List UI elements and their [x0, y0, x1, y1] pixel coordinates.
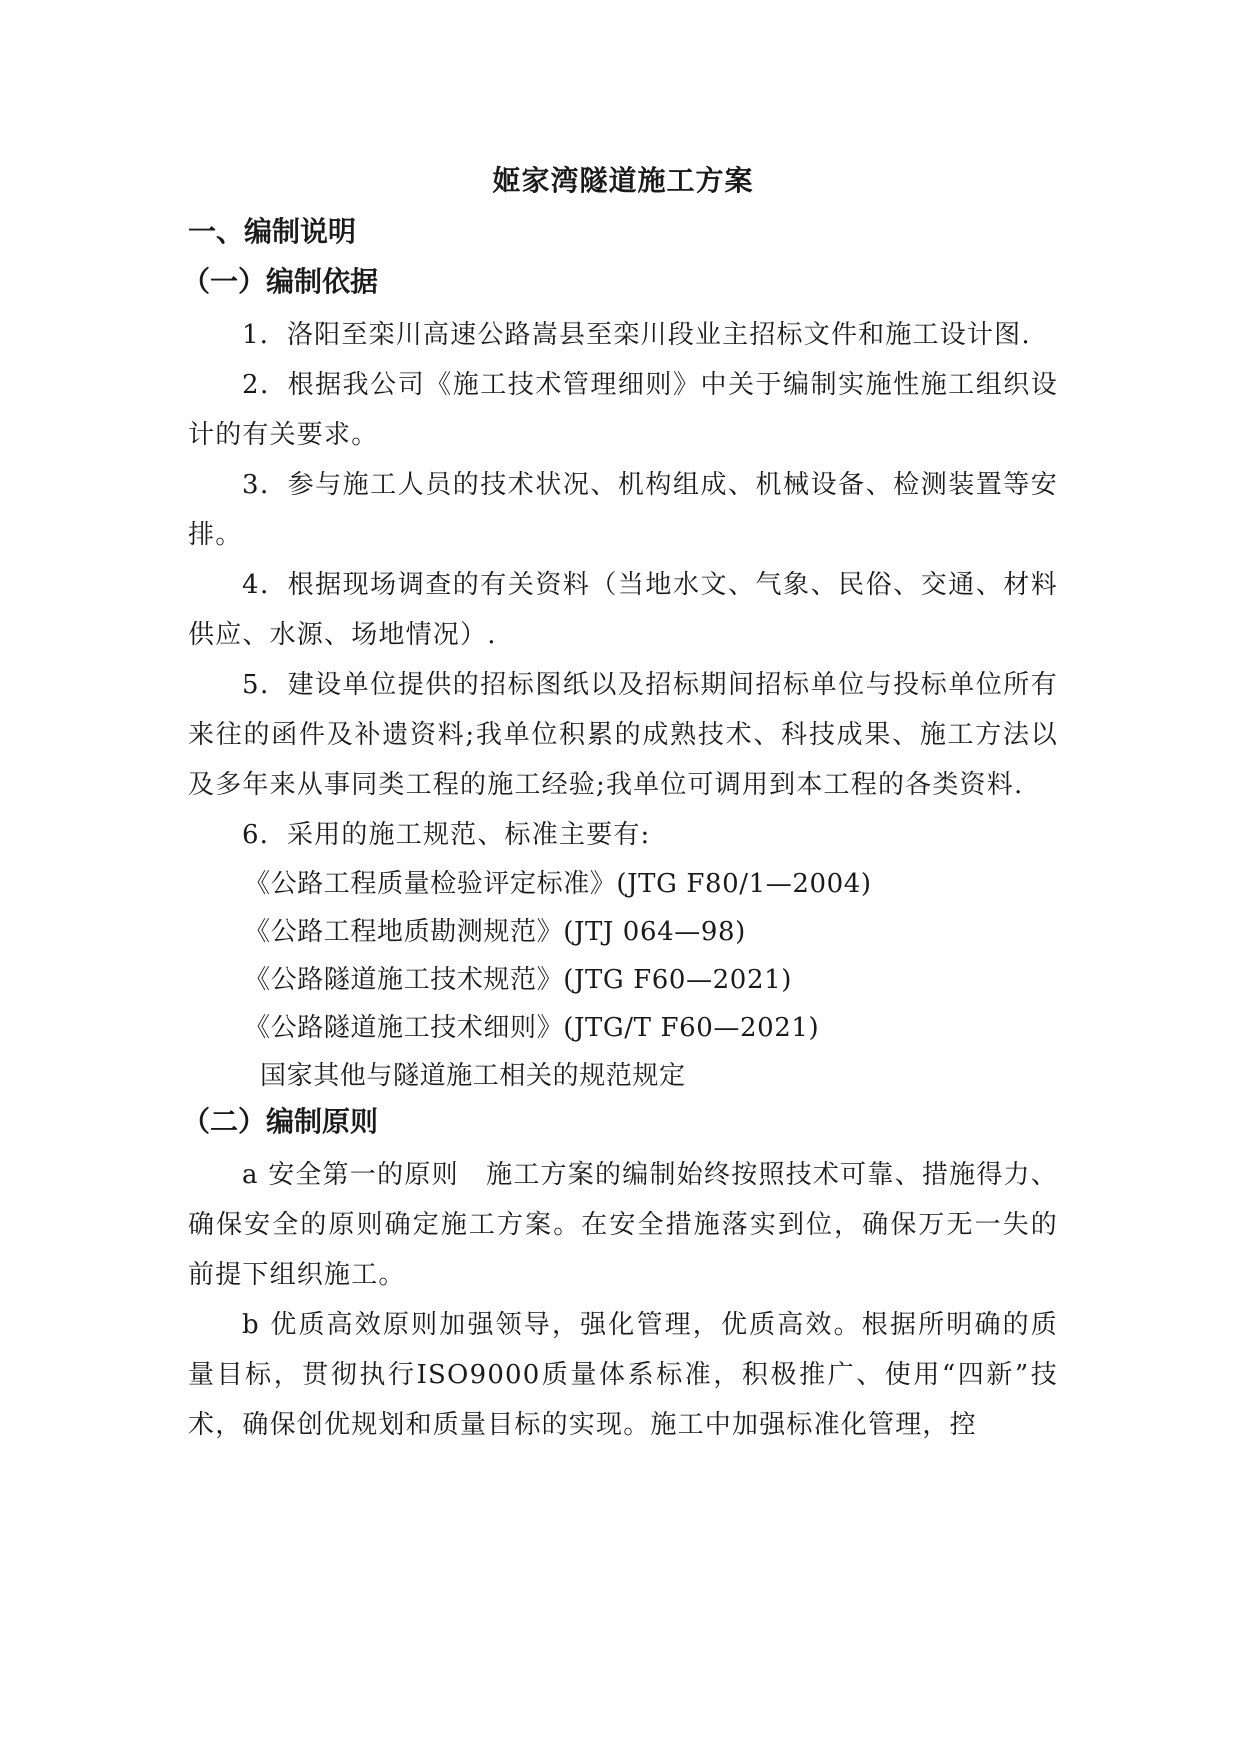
- section-heading-compilation: 一、编制说明: [188, 215, 357, 248]
- principle-item-b: b 优质高效原则加强领导，强化管理，优质高效。根据所明确的质量目标，贯彻执行ISO9000质量体系标准，积极推广、使用“四新”技术，确保创优规划和质量目标的实现。施工中加强标准化管理，控: [188, 1310, 1058, 1440]
- basis-item-5: 5．建设单位提供的招标图纸以及招标期间招标单位与投标单位所有来往的函件及补遗资料;我单位积累的成熟技术、科技成果、施工方法以及多年来从事同类工程的施工经验;我单位可调用到本工程的各类资料.: [188, 670, 1058, 800]
- subsection-heading-principles: （二）编制原则: [182, 1105, 379, 1138]
- document-page: [182, 160, 1058, 1450]
- subsection-heading-basis: （一）编制依据: [182, 265, 379, 298]
- basis-item-3: 3．参与施工人员的技术状况、机构组成、机械设备、检测装置等安排。: [188, 470, 1058, 550]
- basis-item-1: 1．洛阳至栾川高速公路嵩县至栾川段业主招标文件和施工设计图.: [242, 320, 1031, 350]
- standard-item: 《公路工程地质勘测规范》(JTJ 064—98): [244, 917, 746, 947]
- standard-item: 《公路隧道施工技术规范》(JTG F60—2021): [244, 965, 792, 995]
- basis-item-4: 4．根据现场调查的有关资料（当地水文、气象、民俗、交通、材料供应、水源、场地情况）.: [188, 570, 1058, 650]
- basis-item-2: 2．根据我公司《施工技术管理细则》中关于编制实施性施工组织设计的有关要求。: [188, 370, 1058, 450]
- standard-item: 《公路隧道施工技术细则》(JTG/T F60—2021): [244, 1013, 820, 1043]
- basis-item-6: 6．采用的施工规范、标准主要有:: [242, 820, 651, 850]
- principle-item-a: a 安全第一的原则 施工方案的编制始终按照技术可靠、措施得力、确保安全的原则确定施工方案。在安全措施落实到位，确保万无一失的前提下组织施工。: [188, 1160, 1058, 1290]
- document-title: 姬家湾隧道施工方案: [492, 164, 754, 197]
- standard-item: 《公路工程质量检验评定标准》(JTG F80/1—2004): [244, 869, 872, 899]
- standard-item-other: 国家其他与隧道施工相关的规范规定: [260, 1061, 686, 1091]
